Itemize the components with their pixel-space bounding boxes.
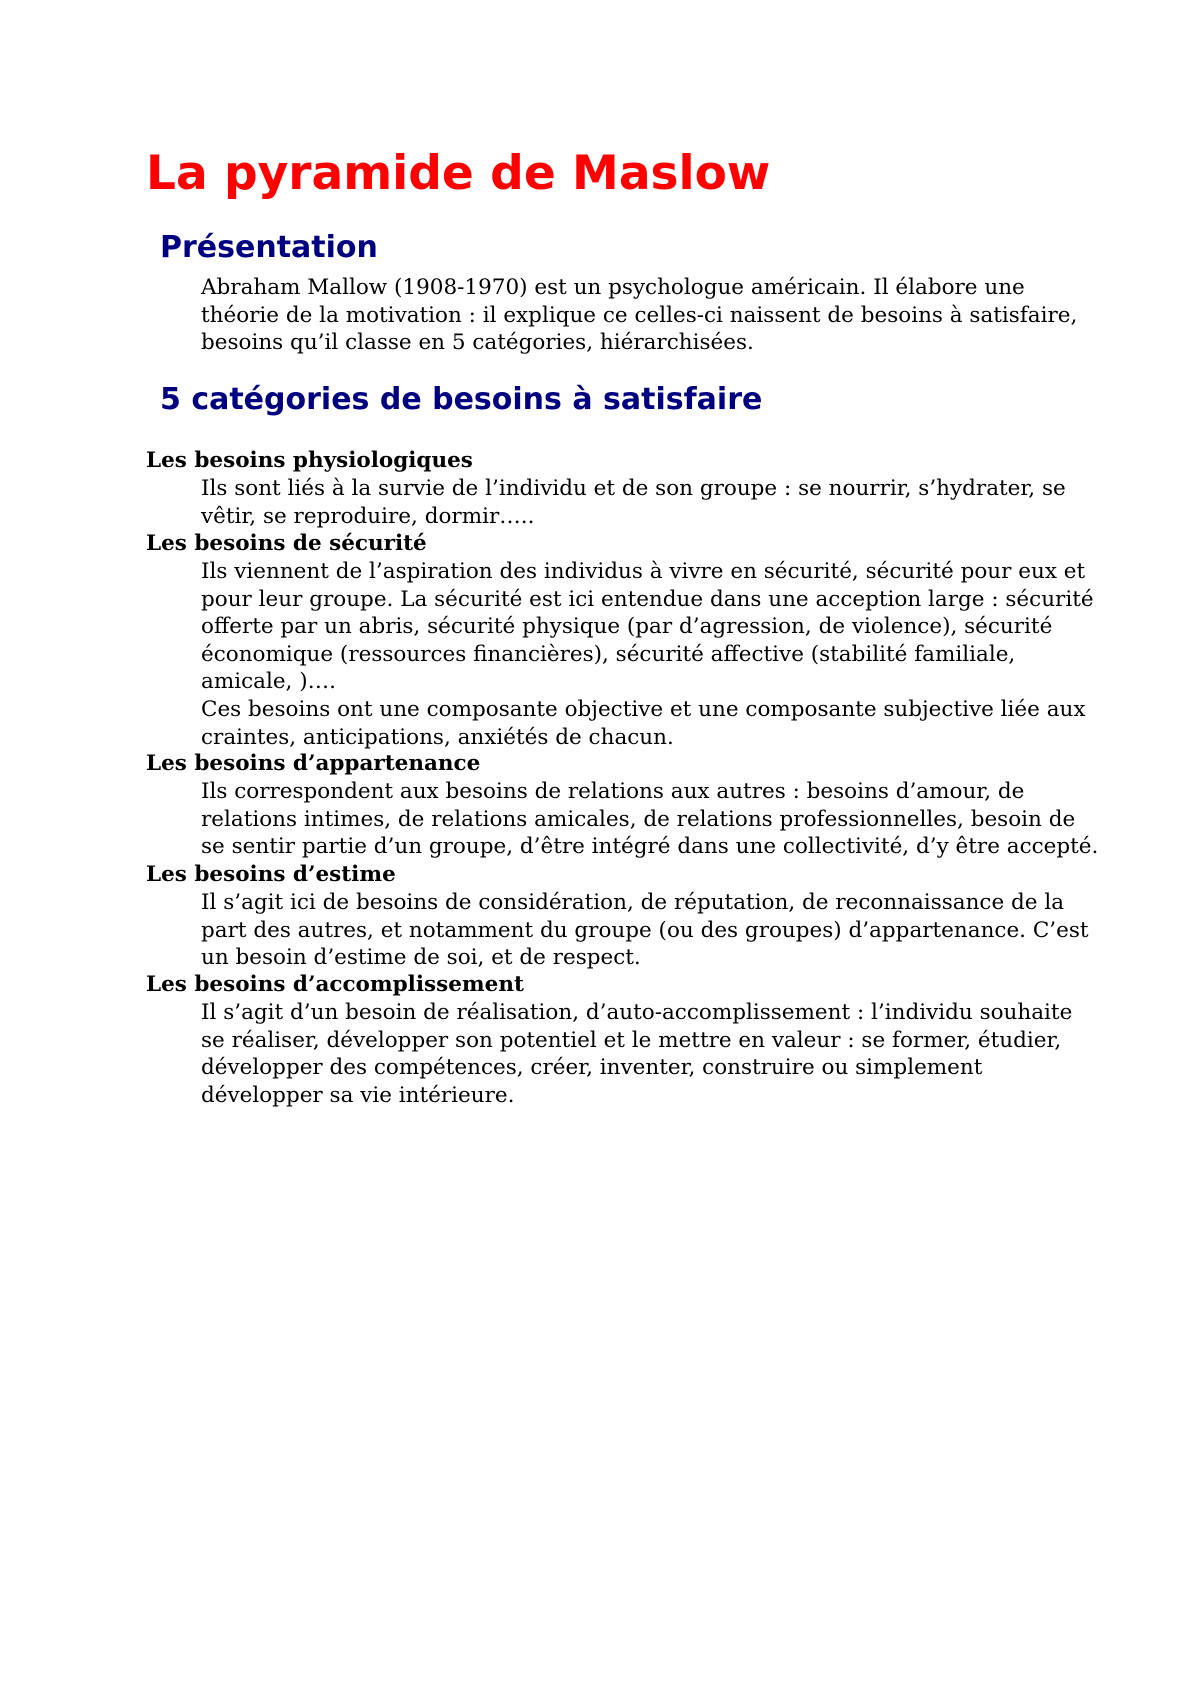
text-line: relations intimes, de relations amicales, de relations professionnelles, besoin de: [201, 806, 1076, 832]
text-line: pour leur groupe. La sécurité est ici entendue dans une acception large : sécurité: [201, 586, 1094, 612]
presentation-paragraph: [201, 274, 1077, 357]
text-line: économique (ressources financières), sécurité affective (stabilité familiale,: [201, 641, 1016, 667]
category-title-accomplissement: Les besoins d’accomplissement: [146, 972, 524, 997]
category-title-appartenance: Les besoins d’appartenance: [146, 751, 481, 776]
category-text-physiologiques: [201, 475, 1066, 530]
category-text-securite: [201, 558, 1094, 751]
text-line: part des autres, et notamment du groupe (ou des groupes) d’appartenance. C’est: [201, 917, 1089, 943]
category-text-appartenance: [201, 778, 1098, 861]
presentation-heading: Présentation: [160, 230, 378, 265]
text-line: développer des compétences, créer, inventer, construire ou simplement: [201, 1055, 983, 1081]
text-line: besoins qu’il classe en 5 catégories, hiérarchisées.: [201, 330, 754, 356]
text-line: Ces besoins ont une composante objective et une composante subjective liée aux: [201, 696, 1086, 722]
text-line: offerte par un abris, sécurité physique (par d’agression, de violence), sécurité: [201, 614, 1053, 640]
text-line: Ils viennent de l’aspiration des individus à vivre en sécurité, sécurité pour eux et: [201, 559, 1086, 584]
text-line: Ils sont liés à la survie de l’individu et de son groupe : se nourrir, s’hydrater, se: [201, 476, 1066, 501]
page-title: La pyramide de Maslow: [146, 146, 771, 201]
text-line: vêtir, se reproduire, dormir…..: [201, 503, 535, 529]
text-line: Ils correspondent aux besoins de relations aux autres : besoins d’amour, de: [201, 779, 1025, 804]
categories-heading: 5 catégories de besoins à satisfaire: [160, 382, 763, 417]
category-title-securite: Les besoins de sécurité: [146, 531, 427, 556]
text-line: amicale, )….: [201, 669, 336, 695]
category-text-accomplissement: [201, 999, 1072, 1109]
category-title-estime: Les besoins d’estime: [146, 862, 396, 887]
category-title-physiologiques: Les besoins physiologiques: [146, 448, 473, 473]
text-line: Abraham Mallow (1908-1970) est un psychologue américain. Il élabore une: [201, 275, 1025, 300]
text-line: craintes, anticipations, anxiétés de chacun.: [201, 724, 674, 750]
text-line: Il s’agit d’un besoin de réalisation, d’auto-accomplissement : l’individu souhaite: [201, 1000, 1073, 1025]
text-line: théorie de la motivation : il explique ce celles-ci naissent de besoins à satisfaire,: [201, 302, 1078, 328]
text-line: se sentir partie d’un groupe, d’être intégré dans une collectivité, d’y être accepté.: [201, 834, 1099, 860]
text-line: Il s’agit ici de besoins de considération, de réputation, de reconnaissance de la: [201, 890, 1065, 915]
text-line: se réaliser, développer son potentiel et le mettre en valeur : se former, étudier,: [201, 1027, 1062, 1053]
category-text-estime: [201, 889, 1089, 972]
text-line: un besoin d’estime de soi, et de respect.: [201, 945, 641, 971]
text-line: développer sa vie intérieure.: [201, 1082, 515, 1108]
